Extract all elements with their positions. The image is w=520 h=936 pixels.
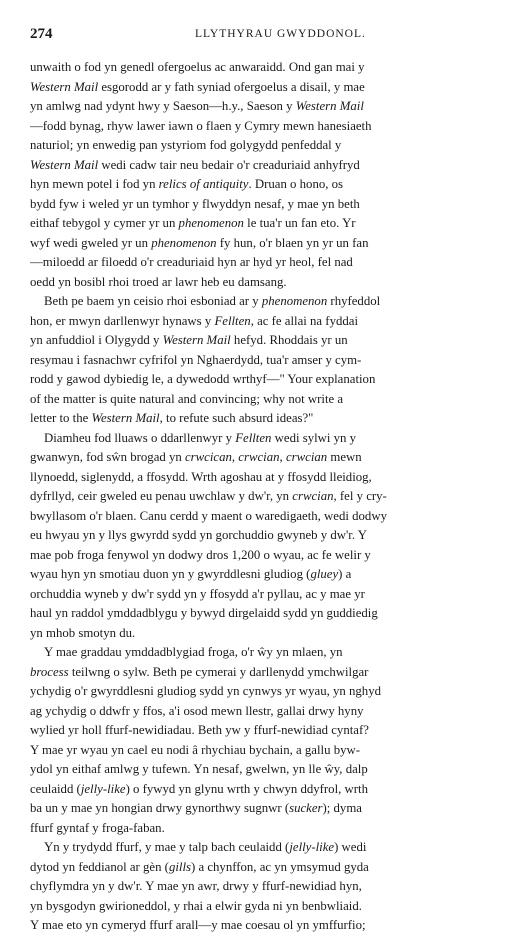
text-line: ceulaidd (jelly-like) o fywyd yn glynu wrth y chwyn ddyfrol, wrth (30, 781, 368, 796)
text-line: ffurf gyntaf y froga-faban. (30, 820, 165, 835)
text-line: naturiol; yn enwedig pan ystyriom fod golygydd penfeddal y (30, 138, 342, 152)
text-line: dyfrllyd, ceir gweled eu penau uwchlaw y dw'r, yn crwcian, fel y cry- (30, 489, 387, 503)
text-line: —fodd bynag, rhyw lawer iawn o flaen y Cymry mewn hanesiaeth (30, 118, 372, 133)
text-line: yn anfuddiol i Olygydd y Western Mail hefyd. Rhoddais yr un (30, 333, 348, 347)
text-line: Y mae yr wyau yn cael eu nodi â rhychiau bychain, a gallu byw- (30, 742, 360, 757)
text-line: yn mhob smotyn du. (30, 625, 136, 640)
paragraph-1 (30, 58, 504, 292)
text-line: dytod yn feddianol ar gèn (gills) a chynffon, ac yn ymsymud gyda (30, 859, 369, 874)
text-line: haul yn raddol ymddadblygu y bywyd dirgelaidd sydd yn guddiedig (30, 606, 378, 620)
text-line: wylied yr holl ffurf-newidiadau. Beth yw y ffurf-newidiad cyntaf? (30, 723, 369, 737)
text-line: of the matter is quite natural and convincing; why not write a (30, 391, 344, 406)
text-line: Western Mail wedi cadw tair neu bedair o'r creaduriaid anhyfryd (30, 157, 360, 172)
text-line: rodd y gawod dybiedig le, a dywedodd wrthyf—" Your explanation (30, 372, 376, 386)
text-line: Yn y trydydd ffurf, y mae y talp bach ceulaidd (jelly-like) wedi (44, 840, 367, 854)
text-line: orchuddia wyneb y dw'r sydd yn y ffosydd a'r pyllau, ac y mae yr (30, 586, 365, 601)
text-line: Diamheu fod lluaws o ddarllenwyr y Fellten wedi sylwi yn y (44, 430, 357, 445)
paragraph-4 (30, 643, 504, 838)
text-line: —miloedd ar filoedd o'r creaduriaid hyn ar hyd yr heol, fel nad (30, 255, 353, 269)
text-line: eithaf tebygol y cymer yr un phenomenon le tua'r un fan eto. Yr (30, 216, 356, 230)
text-line: hyn mewn potel i fod yn relics of antiquity. Druan o hono, os (30, 177, 344, 191)
text-line: ag ychydig o ddwfr y ffos, a'i osod mewn llestr, gallai drwy hyny (30, 703, 364, 718)
text-line: wyau hyn yn smotiau duon yn y gwyrddlesni gludiog (gluey) a (30, 567, 352, 581)
text-line: oedd yn bosibl rhoi troed ar lawr heb eu damsang. (30, 274, 287, 289)
text-line: brocess teilwng o sylw. Beth pe cymerai y darllenydd ymchwilgar (30, 664, 369, 679)
body-text (30, 58, 504, 936)
page-header (30, 26, 498, 46)
text-line: chyflymdra yn y dw'r. Y mae yn awr, drwy y ffurf-newidiad hyn, (30, 879, 362, 893)
text-line: bydd fyw i weled yr un tymhor y flwyddyn nesaf, y mae yn beth (30, 196, 360, 211)
text-line: wyf wedi gweled yr un phenomenon fy hun, o'r blaen yn yr un fan (30, 235, 369, 250)
text-line: mae pob froga fenywol yn dodwy dros 1,200 o wyau, ac fe welir y (30, 547, 371, 562)
text-line: bwyllasom o'r blaen. Canu cerdd y maent o waredigaeth, wedi dodwy (30, 508, 387, 523)
text-line: llynoedd, siglenydd, a ffosydd. Wrth agoshau at y ffosydd lleidiog, (30, 469, 372, 484)
text-line: eu hwyau yn y llys gwyrdd sydd yn gorchuddio gwyneb y dw'r. Y (30, 528, 368, 542)
text-line: Y mae graddau ymddadblygiad froga, o'r ŵy yn mlaen, yn (44, 645, 343, 659)
text-line: ydol yn eithaf amlwg y tufewn. Yn nesaf, gwelwn, yn lle ŵy, dalp (30, 762, 368, 776)
paragraph-2 (30, 292, 504, 429)
text-line: yn amlwg nad ydynt hwy y Saeson—h.y., Saeson y Western Mail (30, 99, 364, 113)
text-line: Beth pe baem yn ceisio rhoi esboniad ar y phenomenon rhyfeddol (44, 294, 381, 308)
text-line: yn bysgodyn gwirioneddol, y rhai a elwir gyda ni yn benbwliaid. (30, 898, 362, 913)
paragraph-3 (30, 429, 504, 644)
page-number: 274 (30, 26, 53, 42)
text-line: gwanwyn, fod sŵn brogad yn crwcican, crwcian, crwcian mewn (30, 450, 362, 464)
paragraph-5 (30, 838, 504, 936)
running-title: LLYTHYRAU GWYDDONOL. (195, 28, 366, 40)
text-line: letter to the Western Mail, to refute such absurd ideas?" (30, 411, 314, 425)
text-line: hon, er mwyn darllenwyr hynaws y Fellten, ac fe allai na fyddai (30, 313, 358, 328)
text-line: ba un y mae yn hongian drwy gynorthwy sugnwr (sucker); dyma (30, 801, 362, 815)
text-line: Y mae eto yn cymeryd ffurf arall—y mae coesau ol yn ymffurfio; (30, 918, 366, 932)
text-line: unwaith o fod yn genedl ofergoelus ac anwaraidd. Ond gan mai y (30, 60, 365, 74)
text-line: ychydig o'r gwyrddlesni gludiog sydd yn cynwys yr wyau, yn nghyd (30, 684, 381, 698)
text-line: Western Mail esgorodd ar y fath syniad ofergoelus a disail, y mae (30, 79, 365, 94)
text-line: resymau i fasnachwr cyfrifol yn Nghaerdydd, tua'r amser y cym- (30, 352, 362, 367)
